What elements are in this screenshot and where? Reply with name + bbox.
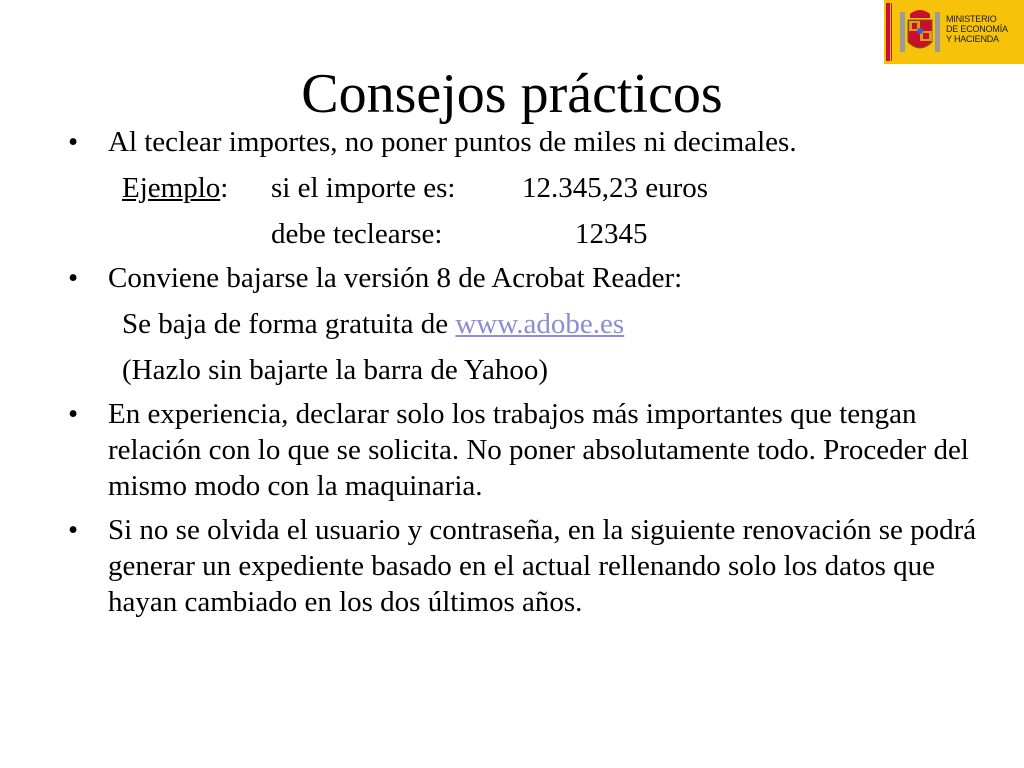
flag-stripe-icon: [886, 3, 890, 61]
example-label: Ejemplo: [122, 172, 221, 204]
example-amount-value: 12.345,23 euros: [522, 172, 709, 204]
tip-text: Al teclear importes, no poner puntos de miles ni decimales.: [108, 126, 797, 158]
yahoo-note: (Hazlo sin bajarte la barra de Yahoo): [122, 354, 548, 386]
tip-text: Conviene bajarse la versión 8 de Acrobat Reader:: [108, 262, 683, 294]
ministry-line: DE ECONOMÍA: [946, 24, 1008, 34]
adobe-link[interactable]: www.adobe.es: [455, 308, 625, 340]
example-label-wrap: [122, 170, 228, 206]
example-colon: :: [220, 172, 229, 204]
tip-text: Si no se olvida el usuario y contraseña, en la siguiente renovación se podrá generar un expediente basado en el actual rellenando solo los datos que hayan cambiado en los dos últimos años.: [108, 514, 977, 618]
tip-text: En experiencia, declarar solo los trabajos más importantes que tengan relación con lo que se solicita. No poner absolutamente todo. Proceder del mismo modo con la maquinaria.: [108, 398, 969, 502]
flag-stripe-icon: [891, 3, 895, 61]
example-typed-label: debe teclearse:: [271, 218, 443, 250]
bullet-dot: •: [68, 126, 79, 158]
tip-item: [68, 512, 978, 620]
ministry-name: [946, 14, 1024, 44]
tip-item: [68, 124, 978, 160]
tips-content: [0, 124, 1024, 620]
download-text: Se baja de forma gratuita de: [122, 308, 456, 340]
example-row: [0, 170, 1024, 206]
ministry-line: MINISTERIO: [946, 14, 997, 24]
coat-of-arms-icon: [898, 4, 942, 60]
page-title: Consejos prácticos: [301, 63, 723, 125]
bullet-dot: •: [68, 514, 79, 546]
ministry-logo: [884, 0, 1024, 64]
bullet-dot: •: [68, 262, 79, 294]
example-amount-label: si el importe es:: [271, 172, 456, 204]
ministry-line: Y HACIENDA: [946, 34, 999, 44]
example-typed-value: 12345: [575, 218, 648, 250]
download-line: [122, 306, 1024, 342]
example-row: [0, 216, 1024, 252]
tip-item: [68, 260, 978, 296]
bullet-dot: •: [68, 398, 79, 430]
tip-item: [68, 396, 978, 504]
